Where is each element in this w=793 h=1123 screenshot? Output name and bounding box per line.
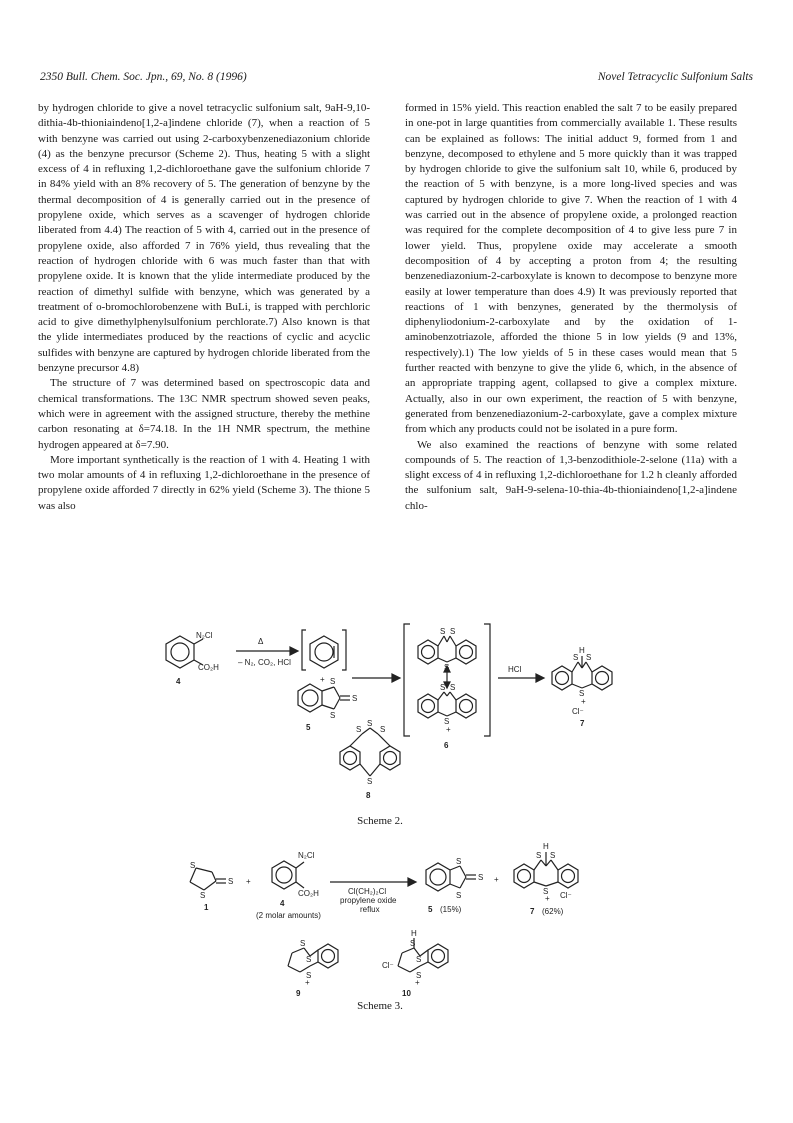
scheme-2-caption: Scheme 2. — [357, 815, 403, 827]
sulfur-label: S — [416, 971, 422, 980]
sulfur-label: S — [306, 955, 312, 964]
plus-sign: + — [246, 877, 251, 886]
sulfur-label: S — [450, 683, 456, 692]
additive-label: propylene oxide — [340, 896, 397, 905]
benzene-ring — [166, 636, 194, 668]
sulfur-label: S — [456, 891, 462, 900]
sulfur-label: S — [356, 725, 362, 734]
carboxyl-label: CO₂H — [198, 663, 219, 672]
compound-number-6: 6 — [444, 741, 449, 750]
byproduct-label: – N₂, CO₂, HCl — [238, 658, 291, 667]
compound-number-7: 7 — [530, 907, 535, 916]
sulfur-label: S — [330, 677, 336, 686]
compound-number-4: 4 — [176, 677, 181, 686]
scheme-3-caption: Scheme 3. — [357, 1000, 403, 1012]
chloride-label: Cl⁻ — [560, 891, 572, 900]
chloride-label: Cl⁻ — [382, 961, 394, 970]
yield-5-label: (15%) — [440, 905, 462, 914]
sulfur-label: S — [300, 939, 306, 948]
compound-number-5: 5 — [306, 723, 311, 732]
hydrogen-label: H — [579, 646, 585, 655]
chloride-label: Cl⁻ — [572, 707, 584, 716]
sulfur-label: S — [330, 711, 336, 720]
sulfur-label: S — [200, 891, 206, 900]
compound-number-10: 10 — [402, 989, 411, 998]
sulfur-label: S — [440, 683, 446, 692]
hcl-label: HCl — [508, 665, 522, 674]
header-journal: 2350 Bull. Chem. Soc. Jpn., 69, No. 8 (1996) — [40, 71, 247, 83]
sulfur-label: S — [450, 627, 456, 636]
sulfur-label: S — [306, 971, 312, 980]
sulfur-label: S — [444, 717, 450, 726]
header-title: Novel Tetracyclic Sulfonium Salts — [597, 71, 753, 83]
yield-7-label: (62%) — [542, 907, 564, 916]
sulfur-label: S — [550, 851, 556, 860]
compound-number-8: 8 — [366, 791, 371, 800]
sulfur-label: S — [444, 663, 450, 672]
heat-label: Δ — [258, 637, 264, 646]
running-header — [40, 71, 753, 87]
hydrogen-label: H — [411, 929, 417, 938]
sulfur-label: S — [367, 777, 373, 786]
solvent-label: Cl(CH₂)₂Cl — [348, 887, 387, 896]
compound-number-5: 5 — [428, 905, 433, 914]
charge-label: + — [305, 978, 310, 987]
right-column — [405, 101, 737, 514]
compound-number-4: 4 — [280, 899, 285, 908]
sulfur-label: S — [190, 861, 196, 870]
charge-label: + — [545, 894, 550, 903]
left-column — [38, 101, 370, 514]
sulfur-label: S — [586, 653, 592, 662]
paragraph: We also examined the reactions of benzyne with some related compounds of 5. The reaction of 1,3-benzodithiole-2-selone (11a) with a slight excess of 4 in refluxing 1,2-dichloroethane for 1.2 h cleanly afforded the sulfonium salt, 9aH-9-selena-10-thia-4b-thioniaindeno[1,2-a]indene chlo- — [405, 438, 737, 512]
compound-number-1: 1 — [204, 903, 209, 912]
hydrogen-label: H — [543, 842, 549, 851]
charge-label: + — [581, 697, 586, 706]
compound-number-7: 7 — [580, 719, 585, 728]
sulfur-label: S — [380, 725, 386, 734]
condition-label: reflux — [360, 905, 380, 914]
diazonium-label: N₂Cl — [298, 851, 315, 860]
plus-sign: + — [494, 875, 499, 884]
sulfur-label: S — [416, 955, 422, 964]
sulfur-label: S — [478, 873, 484, 882]
charge-label: + — [446, 725, 451, 734]
paragraph: The structure of 7 was determined based on spectroscopic data and chemical transformations. The 13C NMR spectrum showed seven peaks, which were in agreement with the assigned structure, thereby the methine carbon resonating at δ=74.18. In the 1H NMR spectrum, the methine hydrogen appeared at δ=7.90. — [38, 377, 370, 451]
carboxyl-label: CO₂H — [298, 889, 319, 898]
sulfur-label: S — [536, 851, 542, 860]
paragraph: More important synthetically is the reaction of 1 with 4. Heating 1 with two molar amounts of 4 in refluxing 1,2-dichloroethane in the presence of propylene oxide afforded 7 directly in 62% yield (Scheme 3). The thione 5 was also — [38, 453, 370, 512]
plus-sign: + — [320, 675, 325, 684]
scheme-2-figure — [0, 620, 793, 820]
compound-number-9: 9 — [296, 989, 301, 998]
sulfur-label: S — [410, 939, 416, 948]
sulfur-label: S — [367, 719, 373, 728]
sulfur-label: S — [440, 627, 446, 636]
sulfur-label: S — [456, 857, 462, 866]
diazonium-label: N₂Cl — [196, 631, 213, 640]
charge-label: + — [415, 978, 420, 987]
sulfur-label: S — [352, 694, 358, 703]
scheme-3-figure — [0, 838, 793, 1013]
sulfur-label: S — [579, 689, 585, 698]
paragraph: formed in 15% yield. This reaction enabled the salt 7 to be easily prepared in one-pot in large quantities from commercially available 1. These results can be explained as follows: The initial adduct 9, formed from 1 and benzyne, decomposed to ethylene and 5 more quickly than it was trapped by hydrogen chloride to give the sulfonium salt 10, while 6, produced by the reaction of 5 with benzyne, is a more long-lived species and was captured by hydrogen chloride to give 7. When the reaction of 1 with 4 was carried out in the absence of propylene oxide, a prolonged reaction was required for the complete decomposition of 4 to give less pure 7 in lower yield. Thus, propylene oxide may accelerate a smooth decomposition of 4 by accepting a proton from 4; the resulting benzenediazonium-2-carboxylate is known to decompose to benzyne more easily at lower temperature than does 4.9) It was previously reported that reactions of 1 with benzynes, generated by the thermolysis of diphenyliodonium-2-carboxylate and by the oxidation of 1-aminobenzotriazole, afforded the thione 5 in low yields (9 and 13%, respectively).1) The low yields of 5 in these cases would mean that 5 further reacted with benzyne to give the ylide 6, which, in the absence of an appropriate trapping agent, collapsed to give a complex mixture. Actually, also in our own experiment, the reaction of 5 with benzyne, generated from benzenediazonium-2-carboxylate, gave a complex mixture from which any products could not be isolated in a pure form. — [405, 102, 737, 436]
sulfur-label: S — [573, 653, 579, 662]
sulfur-label: S — [543, 887, 549, 896]
molar-amount-label: (2 molar amounts) — [256, 911, 321, 920]
paragraph: by hydrogen chloride to give a novel tetracyclic sulfonium salt, 9aH-9,10-dithia-4b-thioniaindeno[1,2-a]indene chloride (7), when a reaction of 5 with benzyne was carried out using 2-carboxybenzenediazonium chloride (4) as the benzyne precursor (Scheme 2). Thus, heating 5 with a slight excess of 4 in refluxing 1,2-dichloroethane gave the sulfonium chloride 7 in 84% yield with an 8% recovery of 5. The generation of benzyne by the thermal decomposition of 4 is generally carried out in the presence of propylene oxide, which serves as a scavenger of hydrogen chloride liberated from 4.4) The reaction of 5 with 4, carried out in the presence of propylene oxide, also afforded 7 in 76% yield, thus revealing that the reaction of hydrogen chloride with 6 was much faster than that with propylene oxide. It is known that the ylide intermediate produced by the reaction of dimethyl sulfide with benzyne, which was generated by a treatment of o-bromochlorobenzene with BuLi, is trapped with perchloric acid to give dimethylphenylsulfonium perchlorate.7) Also known is that the ylide intermediates produced by the reactions of cyclic and acyclic sulfides with benzyne are captured by hydrogen chloride liberated from the benzyne precursor 4.8) — [38, 102, 370, 375]
sulfur-label: S — [228, 877, 234, 886]
aromatic-circle — [171, 643, 189, 661]
